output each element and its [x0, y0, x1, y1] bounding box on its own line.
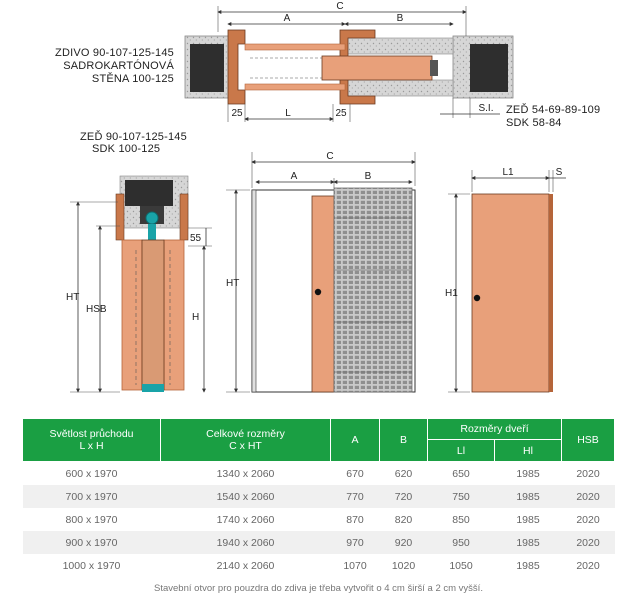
cell-b: 920 [380, 531, 428, 554]
cell-lh: 1000 x 1970 [23, 554, 161, 577]
col-header-passage-line2: L x H [79, 440, 104, 452]
top-pocket-top [345, 38, 453, 54]
section-dim-h: H [192, 312, 200, 323]
section-leaf-left [122, 240, 142, 390]
section-view [66, 130, 212, 392]
door-leaf [472, 194, 549, 392]
section-header-core [125, 180, 173, 206]
section-header-frame-l [116, 194, 124, 240]
col-header-passage [23, 419, 161, 462]
top-left-jamb [228, 30, 245, 104]
top-wall-right-label-2: SDK 58-84 [506, 117, 562, 129]
table-row [23, 485, 615, 508]
top-rail-upper [245, 44, 345, 50]
cell-hsb: 2020 [562, 462, 615, 486]
cell-h1: 1985 [495, 531, 562, 554]
section-trolley [146, 212, 158, 224]
cell-cht: 1940 x 2060 [161, 531, 331, 554]
cell-h1: 1985 [495, 508, 562, 531]
top-dim-si: S.I. [478, 103, 494, 114]
cell-lh: 800 x 1970 [23, 508, 161, 531]
door-view [445, 167, 566, 392]
front-door-leaf [312, 196, 334, 392]
section-label-2: SDK 100-125 [92, 143, 161, 155]
section-dim-ht: HT [66, 292, 80, 303]
table-row [23, 462, 615, 486]
footnote: Stavební otvor pro pouzdra do zdiva je třeba vytvořit o 4 cm širší a 2 cm vyšší. [154, 583, 483, 594]
table-row [23, 508, 615, 531]
col-header-hsb: HSB [562, 419, 615, 462]
cell-hsb: 2020 [562, 531, 615, 554]
cell-b: 620 [380, 462, 428, 486]
cell-l1: 1050 [428, 554, 495, 577]
section-dim-hsb: HSB [86, 304, 107, 315]
col-header-door-group: Rozměry dveří [428, 419, 562, 440]
front-dim-b: B [364, 171, 372, 182]
table-row [23, 531, 615, 554]
door-dim-s: S [555, 167, 563, 178]
cell-h1: 1985 [495, 462, 562, 486]
top-door-leaf [322, 56, 432, 80]
cell-a: 870 [331, 508, 380, 531]
col-header-overall-line1: Celkové rozměry [206, 428, 285, 440]
front-cassette-mesh [334, 188, 412, 392]
section-label-1: ZEĎ 90-107-125-145 [80, 131, 187, 143]
top-dim-a: A [283, 13, 291, 24]
cell-cht: 1540 x 2060 [161, 485, 331, 508]
door-dim-l1: L1 [502, 167, 514, 178]
dimensions-table [22, 418, 615, 577]
top-left-wall-core [190, 44, 224, 92]
door-knob [474, 295, 480, 301]
top-wall-left-label-2: SADROKARTÓNOVÁ [63, 60, 174, 72]
front-dim-ht: HT [226, 278, 240, 289]
top-dim-l: L [285, 108, 291, 119]
section-floor-guide [142, 384, 164, 392]
front-view [226, 151, 415, 392]
top-pocket-bottom [345, 80, 453, 96]
section-hanger [148, 224, 156, 242]
table-row [23, 554, 615, 577]
cell-h1: 1985 [495, 485, 562, 508]
top-wall-left-label-3: STĚNA 100-125 [91, 73, 174, 85]
cell-lh: 700 x 1970 [23, 485, 161, 508]
col-header-a: A [331, 419, 380, 462]
cell-lh: 900 x 1970 [23, 531, 161, 554]
top-dim-c: C [336, 1, 344, 12]
cell-a: 1070 [331, 554, 380, 577]
top-dim-b: B [396, 13, 404, 24]
top-right-wall-core [470, 44, 508, 92]
col-header-b: B [380, 419, 428, 462]
col-header-passage-line1: Světlost průchodu [49, 428, 134, 440]
cell-hsb: 2020 [562, 554, 615, 577]
cell-h1: 1985 [495, 554, 562, 577]
cell-a: 770 [331, 485, 380, 508]
col-header-overall [161, 419, 331, 462]
section-header-frame-r [180, 194, 188, 240]
cell-cht: 1740 x 2060 [161, 508, 331, 531]
cell-hsb: 2020 [562, 485, 615, 508]
top-wall-right-label-1: ZEĎ 54-69-89-109 [506, 104, 601, 116]
cell-b: 820 [380, 508, 428, 531]
cell-lh: 600 x 1970 [23, 462, 161, 486]
cell-b: 720 [380, 485, 428, 508]
cell-hsb: 2020 [562, 508, 615, 531]
front-dim-a: A [290, 171, 298, 182]
cell-l1: 650 [428, 462, 495, 486]
col-header-h1: Hl [495, 440, 562, 462]
front-jamb [252, 190, 256, 392]
cell-a: 670 [331, 462, 380, 486]
cell-cht: 1340 x 2060 [161, 462, 331, 486]
front-door-knob [315, 289, 321, 295]
section-door [142, 240, 164, 390]
top-dim-d25b: 25 [335, 108, 347, 119]
top-view [55, 1, 600, 129]
cell-l1: 950 [428, 531, 495, 554]
door-edge [549, 194, 553, 392]
section-dim-55: 55 [190, 233, 202, 244]
top-wall-left-label-1: ZDIVO 90-107-125-145 [55, 47, 174, 59]
col-header-overall-line2: C x HT [229, 440, 262, 452]
cell-a: 970 [331, 531, 380, 554]
col-header-l1: Ll [428, 440, 495, 462]
door-dim-h1: H1 [445, 288, 458, 299]
cell-l1: 750 [428, 485, 495, 508]
cell-l1: 850 [428, 508, 495, 531]
cell-cht: 2140 x 2060 [161, 554, 331, 577]
front-dim-c: C [326, 151, 334, 162]
section-leaf-right [164, 240, 184, 390]
top-rail-lower [245, 84, 345, 90]
cell-b: 1020 [380, 554, 428, 577]
top-door-handle [430, 60, 438, 76]
top-dim-d25a: 25 [231, 108, 243, 119]
